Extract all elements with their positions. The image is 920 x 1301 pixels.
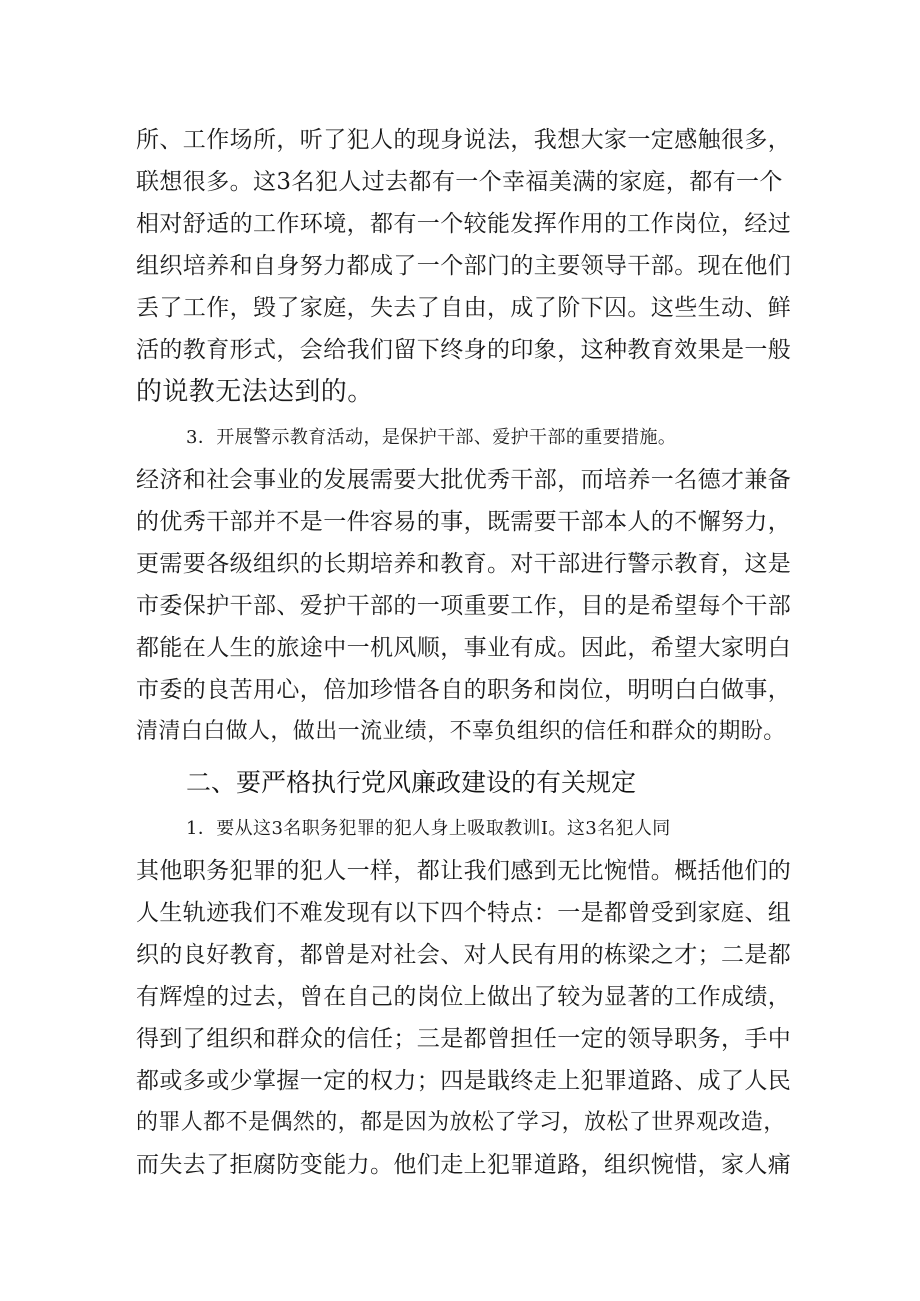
paragraph-line: 经济和社会事业的发展需要大批优秀干部，而培养一名德才兼备 (136, 467, 792, 493)
paragraph-line: 联想很多。这3名犯人过去都有一个幸福美满的家庭，都有一个 (136, 169, 783, 195)
paragraph-line: 清清白白做人，做出一流业绩，不辜负组织的信任和群众的期盼。 (136, 719, 786, 744)
paragraph-line: 的罪人都不是偶然的，都是因为放松了学习，放松了世界观改造， (136, 1110, 786, 1135)
paragraph-line: 的优秀干部并不是一件容易的事，既需要干部本人的不懈努力， (136, 509, 792, 535)
paragraph-line: 织的良好教育，都曾是对社会、对人民有用的栋梁之才；二是都 (136, 942, 792, 968)
paragraph-line: 3．开展警示教育活动，是保护干部、爱护干部的重要措施。 (186, 427, 677, 448)
paragraph-line: 更需要各级组织的长期培养和教育。对干部进行警示教育，这是 (136, 551, 792, 577)
paragraph-line: 而失去了拒腐防变能力。他们走上犯罪道路，组织惋惜，家人痛 (136, 1152, 792, 1178)
paragraph-line: 的说教无法达到的。 (136, 377, 374, 407)
paragraph-line: 丢了工作，毁了家庭，失去了自由，成了阶下囚。这些生动、鲜 (136, 295, 792, 321)
paragraph-line: 都能在人生的旅途中一机风顺，事业有成。因此，希望大家明白 (136, 635, 792, 661)
paragraph-line: 组织培养和自身努力都成了一个部门的主要领导干部。现在他们 (136, 253, 792, 279)
paragraph-line: 活的教育形式，会给我们留下终身的印象，这种教育效果是一般 (136, 337, 792, 363)
paragraph-line: 其他职务犯罪的犯人一样，都让我们感到无比惋惜。概括他们的 (136, 858, 792, 884)
paragraph-line: 市委的良苦用心，倍加珍惜各自的职务和岗位，明明白白做事， (136, 677, 792, 703)
paragraph-line: 相对舒适的工作环境，都有一个较能发挥作用的工作岗位，经过 (136, 211, 792, 237)
paragraph-line: 有辉煌的过去，曾在自己的岗位上做出了较为显著的工作成绩， (136, 984, 792, 1010)
paragraph-line: 都或多或少掌握一定的权力；四是戢终走上犯罪道路、成了人民 (136, 1068, 792, 1094)
paragraph-line: 人生轨迹我们不难发现有以下四个特点：一是都曾受到家庭、组 (136, 900, 792, 926)
paragraph-line: 所、工作场所，听了犯人的现身说法，我想大家一定感触很多， (136, 127, 792, 153)
paragraph-line: 市委保护干部、爱护干部的一项重要工作，目的是希望每个干部 (136, 593, 792, 619)
paragraph-line: 1．要从这3名职务犯罪的犯人身上吸取教训I。这3名犯人同 (186, 818, 671, 839)
section-heading: 二、要严格执行党风廉政建设的有关规定 (186, 768, 637, 797)
paragraph-line: 得到了组织和群众的信任；三是都曾担任一定的领导职务，手中 (136, 1026, 792, 1052)
